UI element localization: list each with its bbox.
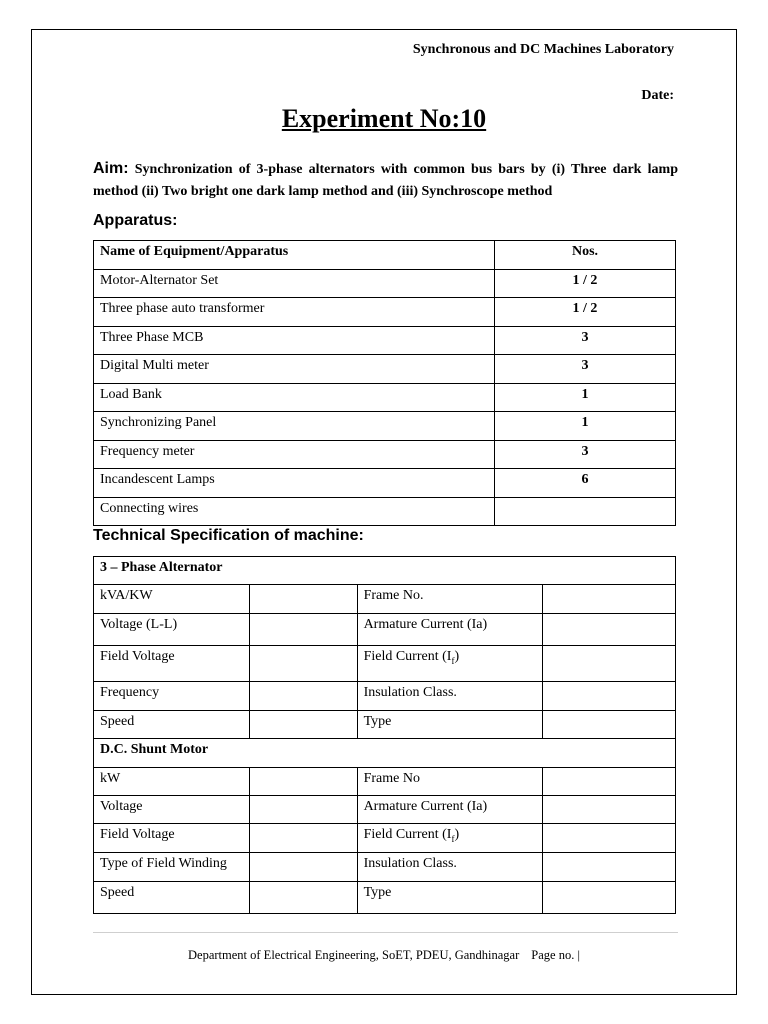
- spec-value-cell: [249, 711, 357, 739]
- table-row: [94, 269, 676, 298]
- spec-label: Field Voltage: [94, 824, 250, 853]
- spec-value-cell: [249, 853, 357, 882]
- apparatus-table: [93, 240, 676, 526]
- subscript-f: f: [451, 833, 455, 844]
- equipment-name: Digital Multi meter: [94, 355, 495, 384]
- aim-paragraph: [93, 158, 678, 203]
- table-row: [94, 682, 676, 711]
- column-header-nos: Nos.: [495, 241, 676, 270]
- page-footer: [0, 948, 768, 963]
- spec-value-cell: [249, 585, 357, 614]
- table-row: [94, 440, 676, 469]
- spec-table: [93, 556, 676, 914]
- spec-label: Type: [357, 882, 543, 914]
- table-row: [94, 355, 676, 384]
- equipment-count: 1: [495, 412, 676, 441]
- spec-label: kW: [94, 768, 250, 796]
- column-header-name: Name of Equipment/Apparatus: [94, 241, 495, 270]
- date-label: Date:: [641, 88, 674, 103]
- spec-label: Speed: [94, 711, 250, 739]
- equipment-name: Incandescent Lamps: [94, 469, 495, 498]
- table-row: [94, 853, 676, 882]
- equipment-name: Frequency meter: [94, 440, 495, 469]
- table-row: [94, 326, 676, 355]
- spec-label: Type of Field Winding: [94, 853, 250, 882]
- equipment-count: 3: [495, 440, 676, 469]
- aim-text: Synchronization of 3-phase alternators with common bus bars by (i) Three dark lamp method (ii) Two bright one dark lamp method and (iii) Synchroscope method: [93, 162, 678, 199]
- spec-value-cell: [543, 853, 676, 882]
- table-row: [94, 796, 676, 824]
- spec-label: kVA/KW: [94, 585, 250, 614]
- footer-page-number: Page no. |: [531, 948, 580, 962]
- spec-value-cell: [543, 585, 676, 614]
- spec-value-cell: [543, 768, 676, 796]
- spec-label: Armature Current (Ia): [357, 796, 543, 824]
- equipment-count: 1 / 2: [495, 298, 676, 327]
- table-row: [94, 711, 676, 739]
- subscript-f: f: [451, 655, 455, 666]
- alternator-title: 3 – Phase Alternator: [94, 557, 676, 585]
- group-row-alternator: [94, 557, 676, 585]
- equipment-name: Load Bank: [94, 383, 495, 412]
- spec-value-cell: [249, 614, 357, 646]
- apparatus-heading: Apparatus:: [93, 212, 178, 229]
- spec-label: Frequency: [94, 682, 250, 711]
- spec-value-cell: [543, 824, 676, 853]
- table-row: [94, 412, 676, 441]
- equipment-name: Synchronizing Panel: [94, 412, 495, 441]
- equipment-count: 1: [495, 383, 676, 412]
- table-row: [94, 298, 676, 327]
- spec-value-cell: [543, 711, 676, 739]
- spec-label: Insulation Class.: [357, 853, 543, 882]
- page-title: Experiment No:10: [281, 104, 487, 133]
- equipment-name: Three phase auto transformer: [94, 298, 495, 327]
- table-row: [94, 768, 676, 796]
- spec-value-cell: [543, 796, 676, 824]
- motor-title: D.C. Shunt Motor: [94, 739, 676, 768]
- spec-label: Speed: [94, 882, 250, 914]
- table-row: [94, 469, 676, 498]
- spec-label: Voltage (L-L): [94, 614, 250, 646]
- equipment-count: 3: [495, 355, 676, 384]
- spec-label: Frame No: [357, 768, 543, 796]
- spec-label-text: Field Current (I: [363, 827, 452, 842]
- spec-value-cell: [249, 824, 357, 853]
- lab-name: Synchronous and DC Machines Laboratory: [412, 42, 674, 57]
- spec-value-cell: [543, 646, 676, 682]
- spec-label: Type: [357, 711, 543, 739]
- spec-label-text: Field Current (I: [363, 649, 452, 664]
- equipment-count: 6: [495, 469, 676, 498]
- spec-value-cell: [543, 614, 676, 646]
- table-row: [94, 585, 676, 614]
- equipment-name: Connecting wires: [94, 497, 495, 526]
- spec-label: Field Voltage: [94, 646, 250, 682]
- spec-value-cell: [249, 682, 357, 711]
- spec-label-field-current: [357, 824, 543, 853]
- equipment-count: [495, 497, 676, 526]
- table-row: [94, 497, 676, 526]
- spec-label: Insulation Class.: [357, 682, 543, 711]
- spec-heading: Technical Specification of machine:: [93, 527, 364, 544]
- aim-label: Aim:: [93, 160, 129, 177]
- table-row: [94, 614, 676, 646]
- group-row-motor: [94, 739, 676, 768]
- spec-label: Frame No.: [357, 585, 543, 614]
- table-row: [94, 824, 676, 853]
- equipment-name: Motor-Alternator Set: [94, 269, 495, 298]
- footer-divider: [93, 932, 678, 933]
- spec-value-cell: [249, 882, 357, 914]
- table-header-row: [94, 241, 676, 270]
- table-row: [94, 383, 676, 412]
- spec-label-tail: ): [454, 649, 460, 664]
- table-row: [94, 646, 676, 682]
- spec-label-field-current: [357, 646, 543, 682]
- equipment-count: 1 / 2: [495, 269, 676, 298]
- footer-department: Department of Electrical Engineering, SoET, PDEU, Gandhinagar: [188, 948, 520, 962]
- spec-value-cell: [249, 796, 357, 824]
- table-row: [94, 882, 676, 914]
- spec-label-tail: ): [454, 827, 460, 842]
- spec-value-cell: [249, 646, 357, 682]
- equipment-count: 3: [495, 326, 676, 355]
- spec-label: Armature Current (Ia): [357, 614, 543, 646]
- spec-value-cell: [543, 682, 676, 711]
- spec-label: Voltage: [94, 796, 250, 824]
- equipment-name: Three Phase MCB: [94, 326, 495, 355]
- spec-value-cell: [543, 882, 676, 914]
- spec-value-cell: [249, 768, 357, 796]
